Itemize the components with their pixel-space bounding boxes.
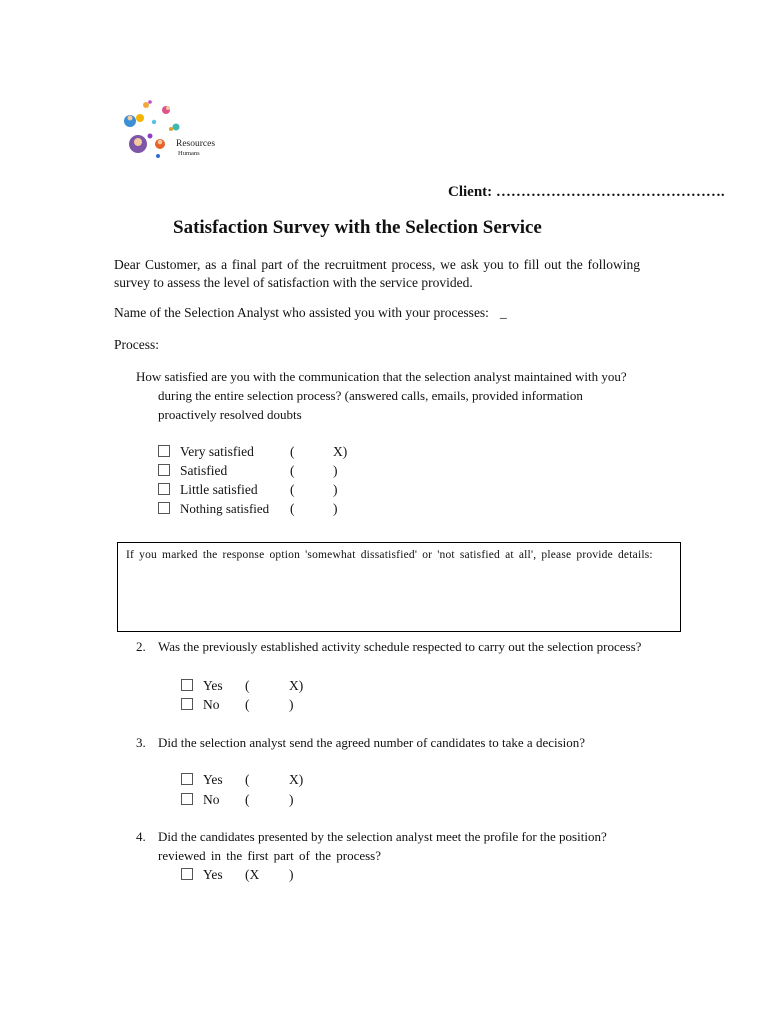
question-1 — [136, 367, 736, 424]
page-title: Satisfaction Survey with the Selection Service — [173, 217, 542, 238]
details-prompt: If you marked the response option 'somewhat dissatisfied' or 'not satisfied at all', please provide details: — [126, 549, 653, 561]
checkbox-icon[interactable] — [158, 502, 170, 514]
option-mark: X) — [289, 678, 304, 693]
intro-paragraph: Dear Customer, as a final part of the recruitment process, we ask you to fill out the following survey to assess the level of satisfaction with the service provided. — [114, 257, 640, 290]
analyst-name-label: Name of the Selection Analyst who assisted you with your processes: — [114, 305, 489, 320]
option-open-paren: ( — [290, 482, 295, 497]
option-label: Yes — [203, 867, 223, 882]
question-number: 3. — [136, 735, 146, 750]
checkbox-icon[interactable] — [181, 679, 193, 691]
question-number: 2. — [136, 639, 146, 654]
option-label: Yes — [203, 772, 223, 787]
option-open-paren: ( — [245, 792, 250, 807]
option-open-paren: ( — [245, 697, 250, 712]
question-4-line1: Did the candidates presented by the selection analyst meet the profile for the position? — [158, 829, 607, 844]
option-mark: X) — [333, 444, 348, 459]
option-label: Very satisfied — [180, 444, 254, 459]
analyst-name-field[interactable]: _ — [500, 305, 507, 320]
checkbox-icon[interactable] — [181, 698, 193, 710]
option-mark: ) — [289, 792, 294, 807]
question-1-line2: during the entire selection process? (answered calls, emails, provided information — [158, 388, 583, 403]
checkbox-icon[interactable] — [181, 773, 193, 785]
option-very-satisfied[interactable] — [158, 442, 378, 461]
option-open-paren: ( — [245, 772, 250, 787]
question-4-options — [181, 865, 321, 885]
option-mark: ) — [333, 501, 338, 516]
question-number: 4. — [136, 829, 146, 844]
question-1-options — [158, 442, 378, 522]
question-2-options — [181, 676, 321, 716]
client-field: Client: ………………………………………. — [448, 184, 725, 200]
option-no[interactable] — [181, 790, 321, 809]
question-1-line3: proactively resolved doubts — [158, 407, 302, 422]
checkbox-icon[interactable] — [181, 793, 193, 805]
question-3-options — [181, 770, 321, 810]
option-label: Nothing satisfied — [180, 501, 270, 516]
checkbox-icon[interactable] — [158, 483, 170, 495]
company-logo — [118, 96, 230, 166]
option-mark: ) — [289, 697, 294, 712]
details-textbox[interactable] — [117, 542, 681, 632]
option-open-paren: ( — [290, 501, 295, 516]
checkbox-icon[interactable] — [158, 464, 170, 476]
option-no[interactable] — [181, 695, 321, 714]
option-mark: ) — [333, 463, 338, 478]
option-label: No — [203, 792, 220, 807]
question-4-line2: reviewed in the first part of the process? — [158, 848, 382, 863]
question-1-line1: How satisfied are you with the communication that the selection analyst maintained with you? — [136, 369, 627, 384]
question-2 — [136, 637, 650, 656]
option-label: Yes — [203, 678, 223, 693]
question-3 — [136, 733, 656, 752]
option-mark: ) — [333, 482, 338, 497]
option-nothing-satisfied[interactable] — [158, 499, 378, 518]
option-yes[interactable] — [181, 865, 321, 884]
question-2-text: Was the previously established activity schedule respected to carry out the selection process? — [158, 639, 642, 654]
option-yes[interactable] — [181, 676, 321, 695]
option-label: Satisfied — [180, 463, 228, 478]
option-yes[interactable] — [181, 770, 321, 789]
logo-text-humans: Humans — [178, 150, 200, 157]
option-mark: X) — [289, 772, 304, 787]
option-little-satisfied[interactable] — [158, 480, 378, 499]
checkbox-icon[interactable] — [181, 868, 193, 880]
option-label: No — [203, 697, 220, 712]
option-open-paren: ( — [245, 678, 250, 693]
checkbox-icon[interactable] — [158, 445, 170, 457]
logo-text-resources: Resources — [176, 139, 216, 149]
question-4 — [136, 827, 736, 865]
option-open-paren: ( — [290, 444, 295, 459]
option-satisfied[interactable] — [158, 461, 378, 480]
option-open-paren: (X — [245, 867, 260, 882]
process-label: Process: — [114, 337, 159, 352]
option-mark: ) — [289, 867, 294, 882]
question-3-text: Did the selection analyst send the agreed number of candidates to take a decision? — [158, 735, 586, 750]
option-open-paren: ( — [290, 463, 295, 478]
option-label: Little satisfied — [180, 482, 258, 497]
